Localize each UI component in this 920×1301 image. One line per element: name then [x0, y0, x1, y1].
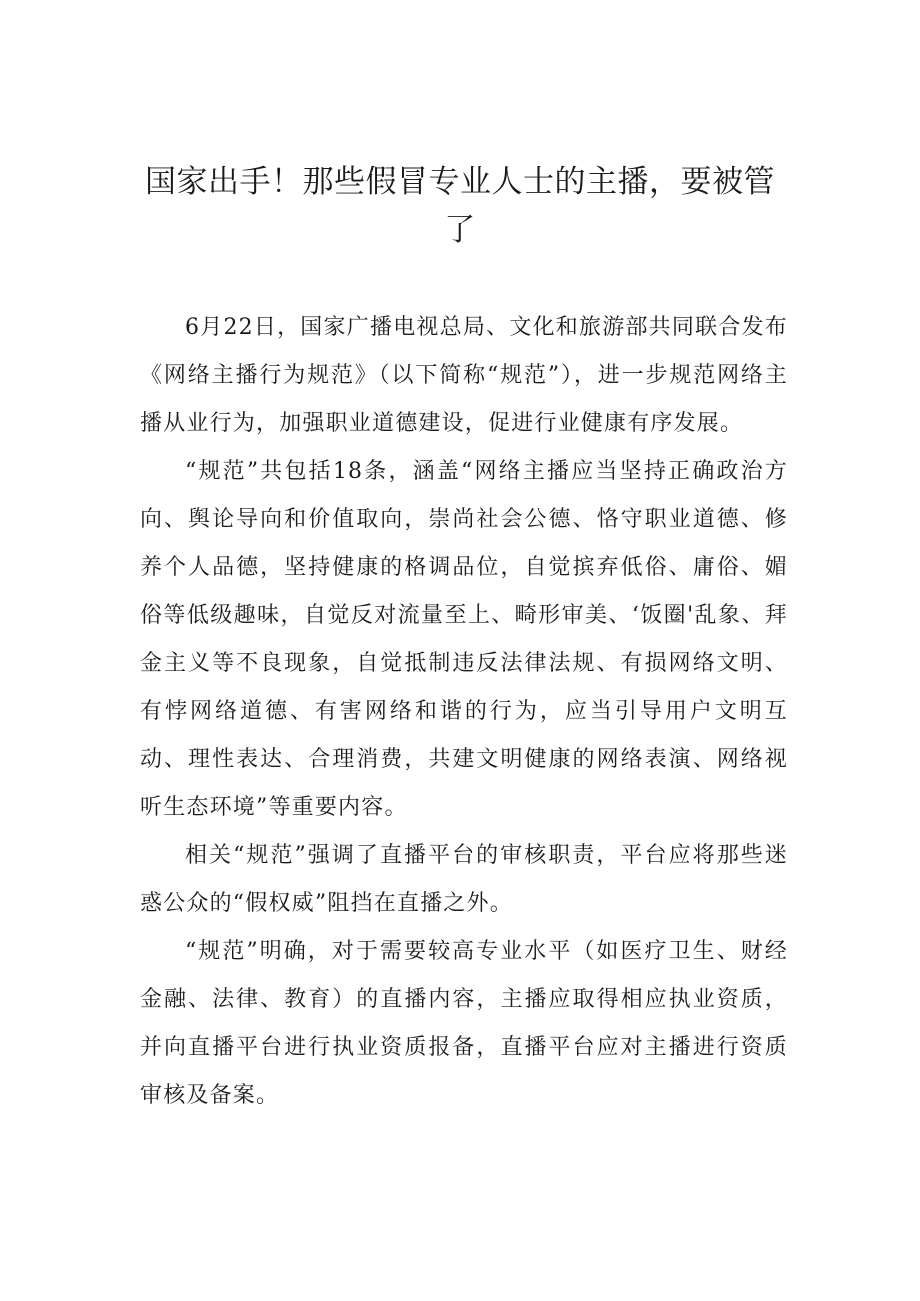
paragraph-3: 相关“规范”强调了直播平台的审核职责，平台应将那些迷惑公众的“假权威”阻挡在直播之外。	[140, 843, 788, 916]
document-body	[140, 304, 788, 1120]
paragraph-1: 6月22日，国家广播电视总局、文化和旅游部共同联合发布《网络主播行为规范》（以下简称“规范”），进一步规范网络主播从业行为，加强职业道德建设，促进行业健康有序发展。	[140, 315, 788, 436]
paragraph-4: “规范”明确，对于需要较高专业水平（如医疗卫生、财经金融、法律、教育）的直播内容，主播应取得相应执业资质，并向直播平台进行执业资质报备，直播平台应对主播进行资质审核及备案。	[140, 939, 788, 1108]
document-title: 国家出手！那些假冒专业人士的主播，要被管了	[145, 164, 775, 248]
paragraph-2: “规范”共包括18条，涵盖“网络主播应当坚持正确政治方向、舆论导向和价值取向，崇尚社会公德、恪守职业道德、修养个人品德，坚持健康的格调品位，自觉摈弃低俗、庸俗、媚俗等低级趣味，自觉反对流量至上、畸形审美、‘饭圈'乱象、拜金主义等不良现象，自觉抵制违反法律法规、有损网络文明、有悖网络道德、有害网络和谐的行为，应当引导用户文明互动、理性表达、合理消费，共建文明健康的网络表演、网络视听生态环境”等重要内容。	[140, 459, 788, 820]
